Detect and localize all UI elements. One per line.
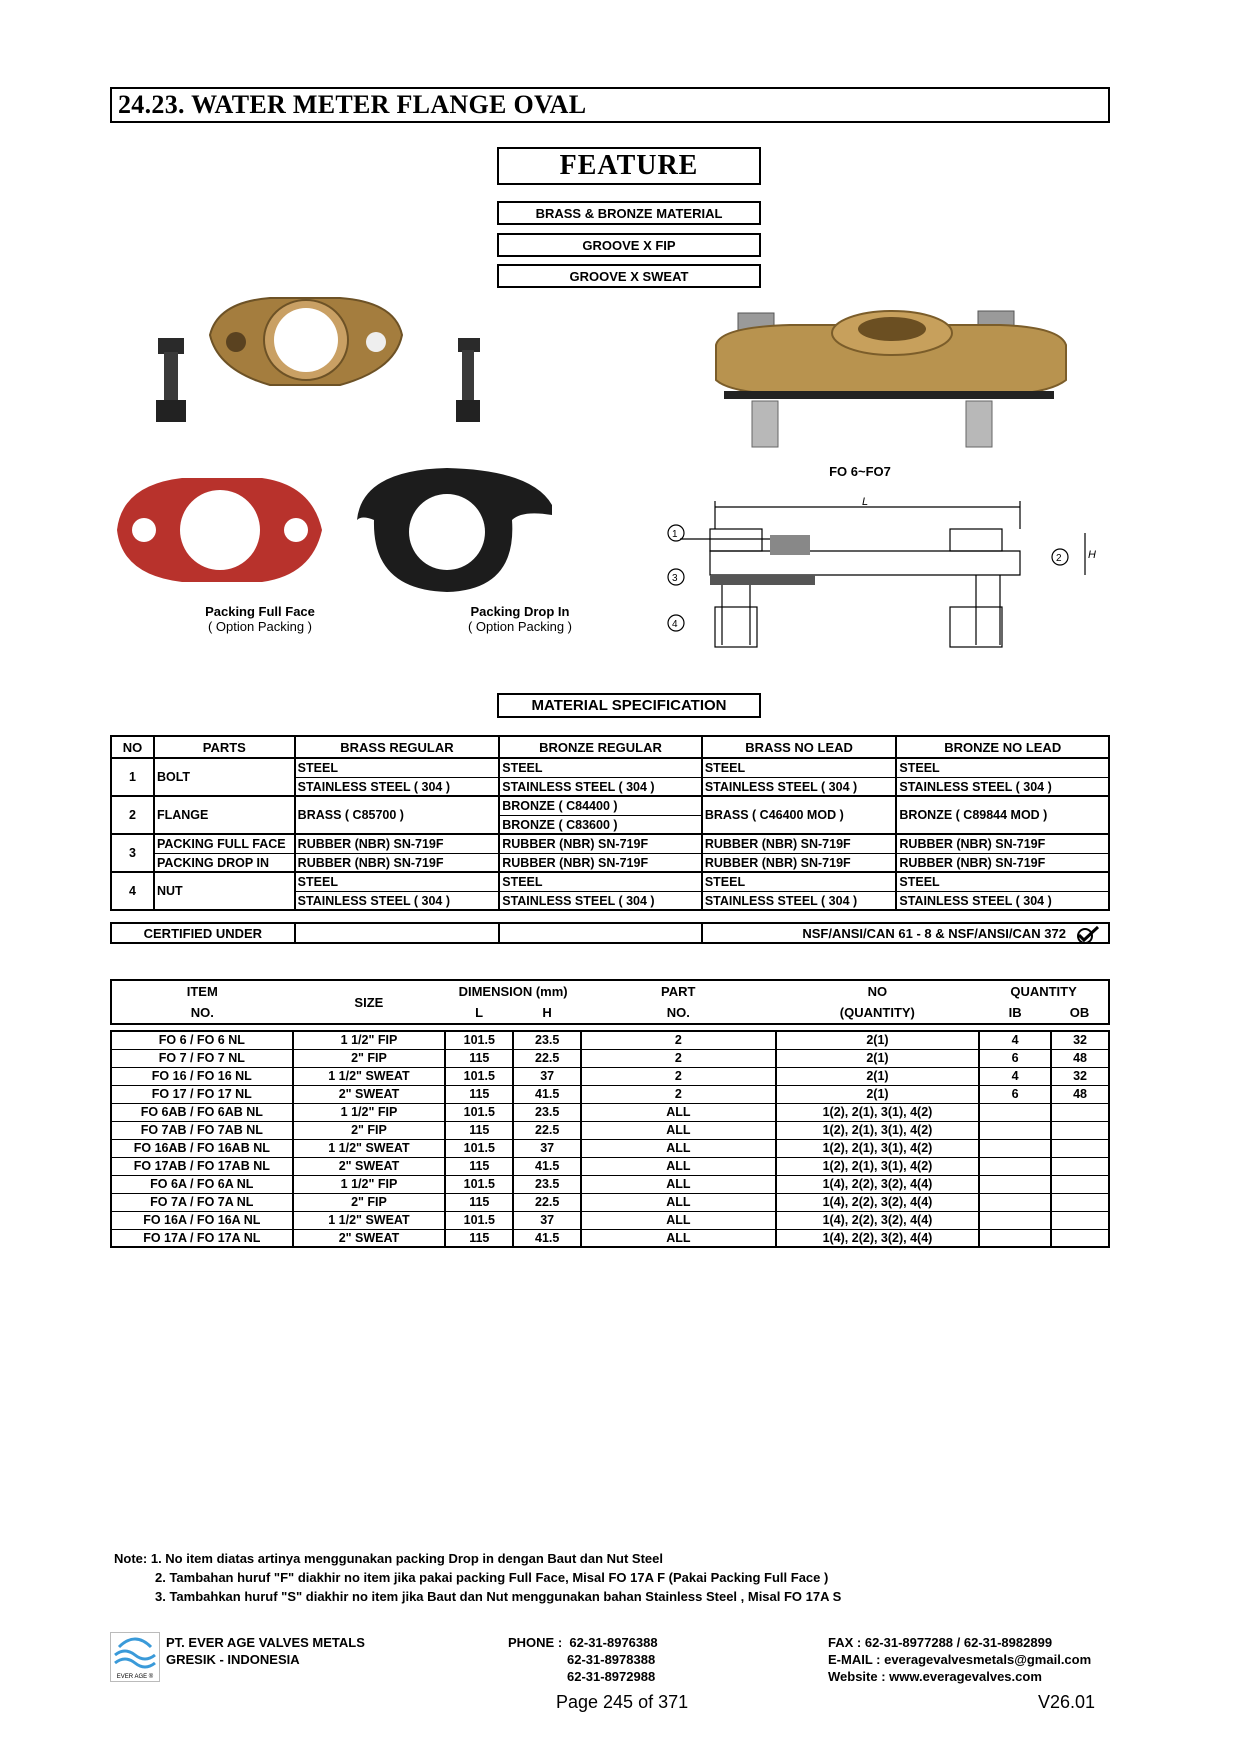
size: 1 1/2" SWEAT [293, 1139, 446, 1157]
part-no: 2 [581, 1067, 776, 1085]
phone-number: 62-31-8976388 [569, 1635, 658, 1650]
size: 2" SWEAT [293, 1157, 446, 1175]
item-no: FO 7A / FO 7A NL [111, 1193, 293, 1211]
website: Website : www.everagevalves.com [828, 1669, 1042, 1684]
table-row [111, 1175, 1109, 1193]
header-no: NO [867, 984, 888, 999]
flange-bolts-image [140, 290, 480, 450]
header-size: SIZE [354, 994, 384, 1010]
header-ob: OB [1069, 1005, 1090, 1020]
header-part-no: NO. [666, 1005, 690, 1020]
no-quantity: 2(1) [776, 1049, 980, 1067]
no-quantity: 2(1) [776, 1031, 980, 1049]
no-quantity: 1(4), 2(2), 3(2), 4(4) [776, 1229, 980, 1247]
part-no: ALL [581, 1193, 776, 1211]
col-header: NO [111, 736, 154, 758]
qty-ib: 4 [979, 1067, 1051, 1085]
qty-ib [979, 1157, 1051, 1175]
size: 1 1/2" FIP [293, 1175, 446, 1193]
callout-3: 3 [672, 573, 678, 584]
qty-ob [1051, 1175, 1109, 1193]
no-quantity: 1(4), 2(2), 3(2), 4(4) [776, 1175, 980, 1193]
header-part: PART [661, 984, 696, 999]
dim-h: 41.5 [513, 1085, 581, 1103]
spec-no: 1 [111, 758, 154, 796]
qty-ob [1051, 1103, 1109, 1121]
contact-block [828, 1634, 1091, 1685]
table-row [111, 1031, 1109, 1049]
qty-ob [1051, 1211, 1109, 1229]
spec-cell: STEEL [297, 875, 338, 889]
col-header: BRONZE REGULAR [499, 736, 702, 758]
part-no: ALL [581, 1103, 776, 1121]
item-no: FO 7 / FO 7 NL [111, 1049, 293, 1067]
part-no: ALL [581, 1175, 776, 1193]
dim-h: 37 [513, 1139, 581, 1157]
dim-h: 23.5 [513, 1103, 581, 1121]
no-quantity: 2(1) [776, 1085, 980, 1103]
item-no: FO 16A / FO 16A NL [111, 1211, 293, 1229]
dim-l: 115 [445, 1229, 513, 1247]
size: 2" FIP [293, 1193, 446, 1211]
dim-l-label: L [862, 496, 869, 508]
bolt-shank [164, 352, 178, 404]
table-row [111, 1085, 1109, 1103]
spec-row-packing [111, 834, 1109, 872]
photo-caption: FO 6~FO7 [829, 464, 891, 479]
no-quantity: 1(2), 2(1), 3(1), 4(2) [776, 1157, 980, 1175]
size: 1 1/2" FIP [293, 1031, 446, 1049]
size: 2" SWEAT [293, 1085, 446, 1103]
size: 2" SWEAT [293, 1229, 446, 1247]
packing-full-face-sub: ( Option Packing ) [207, 619, 313, 634]
col-header: BRASS NO LEAD [702, 736, 897, 758]
dim-l: 101.5 [445, 1175, 513, 1193]
spec-part: PACKING DROP IN [155, 853, 294, 871]
item-no: FO 7AB / FO 7AB NL [111, 1121, 293, 1139]
dim-h: 23.5 [513, 1031, 581, 1049]
email: E-MAIL : everagevalvesmetals@gmail.com [828, 1652, 1092, 1667]
company-name: PT. EVER AGE VALVES METALS [166, 1635, 365, 1650]
table-row [111, 1229, 1109, 1247]
dimension-table-header [110, 979, 1110, 1025]
dim-l: 101.5 [445, 1103, 513, 1121]
feature-heading: FEATURE [559, 150, 699, 181]
table-row [111, 1121, 1109, 1139]
version: V26.01 [1038, 1692, 1096, 1712]
spec-cell: STEEL [704, 761, 746, 775]
dim-h: 37 [513, 1211, 581, 1229]
qty-ib [979, 1211, 1051, 1229]
col-header: PARTS [154, 736, 295, 758]
spec-cell: STAINLESS STEEL ( 304 ) [500, 891, 701, 909]
table-row [111, 1103, 1109, 1121]
nut [156, 400, 186, 422]
qty-ib: 6 [979, 1049, 1051, 1067]
qty-ib [979, 1229, 1051, 1247]
spec-cell: RUBBER (NBR) SN-719F [296, 853, 499, 871]
qty-ob: 32 [1051, 1031, 1109, 1049]
item-no: FO 6 / FO 6 NL [111, 1031, 293, 1049]
table-row [111, 1157, 1109, 1175]
part-no: 2 [581, 1049, 776, 1067]
spec-part: PACKING FULL FACE [156, 837, 286, 851]
spec-part: BOLT [154, 758, 295, 796]
dim-l: 115 [445, 1049, 513, 1067]
wave-logo-icon [111, 1633, 159, 1669]
header-quantity: QUANTITY [1010, 984, 1077, 999]
technical-drawing [660, 495, 1105, 670]
part-no: 2 [581, 1085, 776, 1103]
qty-ob [1051, 1193, 1109, 1211]
header-dimension: DIMENSION (mm) [458, 984, 568, 999]
size: 2" FIP [293, 1049, 446, 1067]
qty-ib: 6 [979, 1085, 1051, 1103]
company-location: GRESIK - INDONESIA [166, 1652, 300, 1667]
no-quantity: 1(2), 2(1), 3(1), 4(2) [776, 1139, 980, 1157]
spec-cell: RUBBER (NBR) SN-719F [899, 837, 1046, 851]
qty-ib [979, 1121, 1051, 1139]
size: 1 1/2" SWEAT [293, 1067, 446, 1085]
spec-cell: STEEL [502, 875, 543, 889]
part-no: ALL [581, 1121, 776, 1139]
header-no-quantity: (QUANTITY) [839, 1005, 915, 1020]
dim-h: 23.5 [513, 1175, 581, 1193]
spec-cell: RUBBER (NBR) SN-719F [704, 837, 851, 851]
spec-part: FLANGE [154, 796, 295, 834]
item-no: FO 17 / FO 17 NL [111, 1085, 293, 1103]
size: 1 1/2" SWEAT [293, 1211, 446, 1229]
no-quantity: 2(1) [776, 1067, 980, 1085]
dim-h: 22.5 [513, 1121, 581, 1139]
size: 2" FIP [293, 1121, 446, 1139]
feature-item: GROOVE X SWEAT [497, 264, 761, 288]
callout-1: 1 [672, 529, 678, 540]
no-quantity: 1(4), 2(2), 3(2), 4(4) [776, 1193, 980, 1211]
no-quantity: 1(4), 2(2), 3(2), 4(4) [776, 1211, 980, 1229]
page-title-box [110, 87, 1110, 123]
page-title: 24.23. WATER METER FLANGE OVAL [118, 90, 587, 119]
packing-drop-in-sub: ( Option Packing ) [467, 619, 573, 634]
dim-h: 37 [513, 1067, 581, 1085]
item-no: FO 16 / FO 16 NL [111, 1067, 293, 1085]
qty-ob [1051, 1139, 1109, 1157]
dim-l: 115 [445, 1121, 513, 1139]
note-label: Note: [114, 1551, 148, 1566]
spec-cell: STAINLESS STEEL ( 304 ) [703, 891, 896, 909]
spec-cell: STAINLESS STEEL ( 304 ) [296, 777, 499, 795]
phone-number: 62-31-8978388 [567, 1652, 656, 1667]
qty-ib [979, 1193, 1051, 1211]
table-row [111, 1067, 1109, 1085]
dim-h: 22.5 [513, 1193, 581, 1211]
dim-l: 115 [445, 1193, 513, 1211]
packing-drop-in-label: Packing Drop In [470, 604, 570, 619]
company-logo [110, 1632, 160, 1682]
spec-row-nut [111, 872, 1109, 910]
certified-value: NSF/ANSI/CAN 61 - 8 & NSF/ANSI/CAN 372 [802, 925, 1066, 941]
header-item: ITEM [186, 984, 218, 999]
dim-l: 101.5 [445, 1139, 513, 1157]
callout-2: 2 [1056, 553, 1062, 564]
spec-no: 2 [111, 796, 154, 834]
qty-ob [1051, 1229, 1109, 1247]
note-item: 1. No item diatas artinya menggunakan packing Drop in dengan Baut dan Nut Steel [150, 1551, 663, 1566]
part-no: ALL [581, 1211, 776, 1229]
part-no: ALL [581, 1157, 776, 1175]
table-row [111, 1049, 1109, 1067]
part-no: ALL [581, 1139, 776, 1157]
qty-ib: 4 [979, 1031, 1051, 1049]
qty-ob: 48 [1051, 1049, 1109, 1067]
phone-number: 62-31-8972988 [567, 1669, 656, 1684]
packing-full-face-label: Packing Full Face [205, 604, 315, 619]
logo-text: EVER AGE ® [116, 1674, 154, 1680]
note-item: 2. Tambahan huruf "F" diakhir no item jika pakai packing Full Face, Misal FO 17A F (Pakai Packing Full Face ) [155, 1570, 829, 1585]
qty-ob: 48 [1051, 1085, 1109, 1103]
spec-part: NUT [154, 872, 295, 910]
item-no: FO 16AB / FO 16AB NL [111, 1139, 293, 1157]
spec-cell: RUBBER (NBR) SN-719F [703, 853, 896, 871]
item-no: FO 6AB / FO 6AB NL [111, 1103, 293, 1121]
notes [114, 1549, 841, 1606]
spec-cell: STAINLESS STEEL ( 304 ) [897, 891, 1108, 909]
item-no: FO 17A / FO 17A NL [111, 1229, 293, 1247]
qty-ib [979, 1103, 1051, 1121]
spec-cell: STEEL [704, 875, 746, 889]
spec-cell: STAINLESS STEEL ( 304 ) [703, 777, 896, 795]
note-item: 3. Tambahkan huruf "S" diakhir no item jika Baut dan Nut menggunakan bahan Stainless Steel , Misal FO 17A S [155, 1589, 842, 1604]
item-no: FO 17AB / FO 17AB NL [111, 1157, 293, 1175]
col-header: BRONZE NO LEAD [896, 736, 1109, 758]
spec-cell: STAINLESS STEEL ( 304 ) [897, 777, 1108, 795]
spec-cell: BRONZE ( C84400 ) [502, 799, 618, 813]
dim-h-label: H [1088, 549, 1096, 561]
dim-l: 101.5 [445, 1031, 513, 1049]
certified-row [110, 922, 1110, 944]
material-spec-heading: MATERIAL SPECIFICATION [497, 693, 761, 718]
certified-label: CERTIFIED UNDER [111, 923, 295, 943]
spec-row-bolt [111, 758, 1109, 796]
packing-drop-in-caption [425, 604, 615, 634]
size: 1 1/2" FIP [293, 1103, 446, 1121]
phone-block [508, 1634, 658, 1685]
feature-item: BRASS & BRONZE MATERIAL [497, 201, 761, 225]
no-quantity: 1(2), 2(1), 3(1), 4(2) [776, 1121, 980, 1139]
spec-cell: RUBBER (NBR) SN-719F [897, 853, 1108, 871]
material-spec-table [110, 735, 1110, 911]
dimension-table [110, 1030, 1110, 1248]
dim-l: 101.5 [445, 1067, 513, 1085]
callout-4: 4 [672, 619, 678, 630]
item-no: FO 6A / FO 6A NL [111, 1175, 293, 1193]
qty-ob [1051, 1121, 1109, 1139]
spec-cell: RUBBER (NBR) SN-719F [297, 837, 444, 851]
table-row [111, 1139, 1109, 1157]
packings-image [112, 460, 582, 600]
spec-cell: RUBBER (NBR) SN-719F [502, 837, 649, 851]
qty-ib [979, 1139, 1051, 1157]
spec-cell: BRONZE ( C89844 MOD ) [896, 796, 1109, 834]
dim-l: 101.5 [445, 1211, 513, 1229]
spec-cell: STAINLESS STEEL ( 304 ) [296, 891, 499, 909]
spec-cell: RUBBER (NBR) SN-719F [500, 853, 701, 871]
spec-cell: STEEL [899, 875, 940, 889]
company-block [166, 1634, 365, 1668]
dim-h: 41.5 [513, 1229, 581, 1247]
table-row [111, 1193, 1109, 1211]
spec-no: 4 [111, 872, 154, 910]
spec-cell: BRONZE ( C83600 ) [500, 815, 701, 833]
header-item-no: NO. [190, 1005, 214, 1020]
no-quantity: 1(2), 2(1), 3(1), 4(2) [776, 1103, 980, 1121]
assembly-photo [710, 305, 1080, 465]
qty-ob: 32 [1051, 1067, 1109, 1085]
feature-item: GROOVE X FIP [497, 233, 761, 257]
spec-cell: STAINLESS STEEL ( 304 ) [500, 777, 701, 795]
spec-cell: BRASS ( C85700 ) [295, 796, 500, 834]
part-no: 2 [581, 1031, 776, 1049]
spec-header-row [111, 736, 1109, 758]
header-l: L [475, 1005, 484, 1020]
fax: FAX : 62-31-8977288 / 62-31-8982899 [828, 1635, 1053, 1650]
qty-ob [1051, 1157, 1109, 1175]
table-row [111, 1211, 1109, 1229]
spec-cell: STEEL [899, 761, 940, 775]
header-h: H [542, 1005, 552, 1020]
spec-no: 3 [111, 834, 154, 872]
col-header: BRASS REGULAR [295, 736, 500, 758]
bolt-head [158, 338, 184, 354]
dim-h: 41.5 [513, 1157, 581, 1175]
packing-full-face-caption [165, 604, 355, 634]
dim-l: 115 [445, 1157, 513, 1175]
dim-l: 115 [445, 1085, 513, 1103]
spec-cell: BRASS ( C46400 MOD ) [702, 796, 897, 834]
phone-label: PHONE : [508, 1635, 563, 1650]
spec-row-flange [111, 796, 1109, 834]
header-ib: IB [1008, 1005, 1022, 1020]
qty-ib [979, 1175, 1051, 1193]
part-no: ALL [581, 1229, 776, 1247]
check-icon [1074, 925, 1100, 945]
page-number: Page 245 of 371 [556, 1692, 689, 1712]
dim-h: 22.5 [513, 1049, 581, 1067]
spec-cell: STEEL [297, 761, 338, 775]
feature-heading-box [497, 147, 761, 185]
spec-cell: STEEL [502, 761, 543, 775]
